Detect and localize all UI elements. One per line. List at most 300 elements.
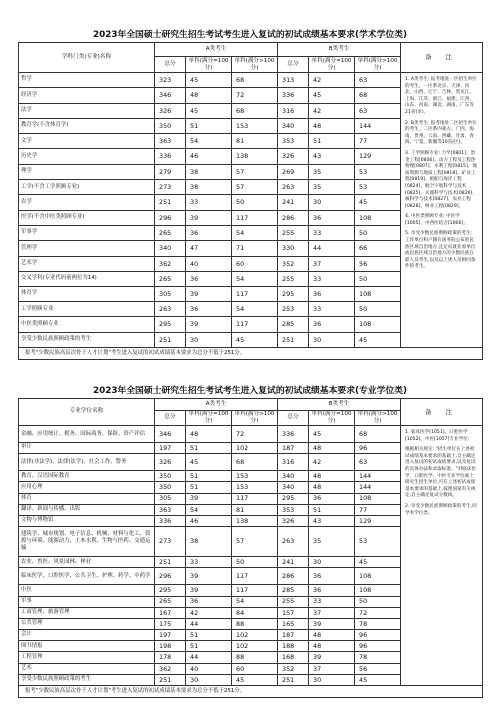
zone-b-sub100-cell: 43 bbox=[309, 149, 355, 164]
zone-b-sub100-cell: 36 bbox=[309, 317, 355, 332]
zone-a-sub100-cell: 36 bbox=[186, 225, 232, 240]
zone-b-total-cell: 253 bbox=[278, 302, 309, 317]
zone-b-sub100-over-cell: 108 bbox=[355, 286, 401, 301]
zone-a-sub100-over-cell: 57 bbox=[232, 180, 278, 195]
zone-a-sub100-over-cell: 54 bbox=[232, 596, 278, 607]
sub100-header: 单科(满分=100分) bbox=[309, 411, 355, 426]
zone-b-sub100-cell: 35 bbox=[309, 164, 355, 179]
zone-b-sub100-cell: 37 bbox=[309, 256, 355, 271]
zone-a-total-cell: 340 bbox=[155, 241, 186, 256]
zone-a-header: A类考生 bbox=[155, 399, 278, 411]
discipline-name: 交叉学科(专业代码前两位为14) bbox=[19, 271, 155, 286]
zone-a-sub100-over-cell: 117 bbox=[232, 493, 278, 504]
zone-b-sub100-cell: 39 bbox=[309, 652, 355, 663]
zone-a-sub100-over-cell: 117 bbox=[232, 568, 278, 585]
zone-a-total-cell: 350 bbox=[155, 118, 186, 133]
zone-b-sub100-cell: 51 bbox=[309, 134, 355, 149]
zone-b-total-cell: 295 bbox=[278, 493, 309, 504]
zone-a-sub100-cell: 51 bbox=[186, 471, 232, 482]
discipline-name: 应用心理 bbox=[19, 482, 155, 493]
zone-a-sub100-cell: 36 bbox=[186, 271, 232, 286]
zone-a-sub100-cell: 33 bbox=[186, 557, 232, 568]
zone-b-total-cell: 326 bbox=[278, 515, 309, 526]
zone-a-sub100-cell: 36 bbox=[186, 302, 232, 317]
remark-header: 备 注 bbox=[401, 399, 483, 426]
zone-a-sub100-over-cell: 81 bbox=[232, 134, 278, 149]
zone-b-total-cell: 352 bbox=[278, 256, 309, 271]
zone-a-sub100-cell: 51 bbox=[186, 443, 232, 454]
zone-a-sub100-over-cell: 153 bbox=[232, 471, 278, 482]
academic-table bbox=[18, 42, 483, 360]
zone-b-total-cell: 187 bbox=[278, 630, 309, 641]
zone-a-sub100-over-cell: 102 bbox=[232, 630, 278, 641]
total-header: 总分 bbox=[155, 57, 186, 73]
zone-b-total-cell: 157 bbox=[278, 607, 309, 618]
zone-a-sub100-cell: 51 bbox=[186, 630, 232, 641]
zone-a-total-cell: 197 bbox=[155, 443, 186, 454]
zone-a-total-cell: 363 bbox=[155, 134, 186, 149]
zone-a-total-cell: 362 bbox=[155, 663, 186, 674]
zone-b-sub100-over-cell: 68 bbox=[355, 88, 401, 103]
zone-b-sub100-over-cell: 77 bbox=[355, 504, 401, 515]
zone-a-sub100-over-cell: 45 bbox=[232, 332, 278, 347]
zone-a-total-cell: 305 bbox=[155, 286, 186, 301]
discipline-name: 哲学 bbox=[19, 73, 155, 88]
zone-a-sub100-cell: 33 bbox=[186, 195, 232, 210]
zone-b-sub100-cell: 36 bbox=[309, 568, 355, 585]
zone-b-sub100-cell: 43 bbox=[309, 515, 355, 526]
discipline-name: 经济学 bbox=[19, 88, 155, 103]
sub100-over-header: 单科(满分>100分) bbox=[355, 57, 401, 73]
zone-b-sub100-over-cell: 66 bbox=[355, 241, 401, 256]
discipline-name: 审计 bbox=[19, 443, 155, 454]
zone-b-total-cell: 295 bbox=[278, 286, 309, 301]
zone-b-sub100-cell: 42 bbox=[309, 73, 355, 88]
discipline-name: 军事学 bbox=[19, 225, 155, 240]
discipline-name: 享受少数民族照顾政策的考生 bbox=[19, 332, 155, 347]
zone-a-total-cell: 305 bbox=[155, 493, 186, 504]
zone-a-sub100-over-cell: 57 bbox=[232, 527, 278, 557]
discipline-name: 农业、兽医、风景园林、林业 bbox=[19, 557, 155, 568]
zone-a-sub100-cell: 39 bbox=[186, 210, 232, 225]
zone-b-total-cell: 263 bbox=[278, 527, 309, 557]
zone-a-sub100-over-cell: 72 bbox=[232, 426, 278, 443]
zone-a-total-cell: 326 bbox=[155, 103, 186, 118]
zone-a-sub100-over-cell: 54 bbox=[232, 302, 278, 317]
zone-a-sub100-cell: 51 bbox=[186, 641, 232, 652]
table-row bbox=[19, 73, 483, 88]
zone-a-sub100-over-cell: 50 bbox=[232, 557, 278, 568]
zone-a-sub100-over-cell: 68 bbox=[232, 454, 278, 471]
zone-a-sub100-over-cell: 81 bbox=[232, 504, 278, 515]
zone-b-sub100-cell: 42 bbox=[309, 103, 355, 118]
zone-a-total-cell: 265 bbox=[155, 225, 186, 240]
zone-b-total-cell: 251 bbox=[278, 674, 309, 685]
zone-a-total-cell: 251 bbox=[155, 557, 186, 568]
zone-a-sub100-over-cell: 68 bbox=[232, 103, 278, 118]
zone-a-total-cell: 326 bbox=[155, 454, 186, 471]
zone-b-total-cell: 255 bbox=[278, 271, 309, 286]
zone-a-sub100-over-cell: 71 bbox=[232, 241, 278, 256]
zone-a-sub100-over-cell: 50 bbox=[232, 195, 278, 210]
discipline-name: 中医 bbox=[19, 585, 155, 596]
academic-footnote: 报考"少数民族高层次骨干人才计划"考生进入复试的初试成绩基本要求为总分不低于251分。 bbox=[19, 348, 483, 360]
zone-b-sub100-over-cell: 63 bbox=[355, 454, 401, 471]
zone-b-sub100-over-cell: 96 bbox=[355, 641, 401, 652]
zone-b-total-cell: 251 bbox=[278, 332, 309, 347]
zone-b-sub100-cell: 48 bbox=[309, 443, 355, 454]
discipline-name: 工商管理、旅游管理 bbox=[19, 607, 155, 618]
discipline-name: 法律(非法学)、法律(法学)、社会工作、警务 bbox=[19, 454, 155, 471]
zone-a-sub100-cell: 45 bbox=[186, 73, 232, 88]
zone-a-sub100-cell: 38 bbox=[186, 164, 232, 179]
zone-b-total-cell: 255 bbox=[278, 596, 309, 607]
zone-a-sub100-over-cell: 54 bbox=[232, 271, 278, 286]
zone-a-sub100-cell: 45 bbox=[186, 103, 232, 118]
discipline-name: 军事 bbox=[19, 596, 155, 607]
zone-b-total-cell: 330 bbox=[278, 241, 309, 256]
zone-b-sub100-over-cell: 108 bbox=[355, 317, 401, 332]
zone-a-sub100-cell: 44 bbox=[186, 652, 232, 663]
total-header: 总分 bbox=[278, 411, 309, 426]
zone-b-total-cell: 313 bbox=[278, 73, 309, 88]
zone-a-total-cell: 263 bbox=[155, 302, 186, 317]
zone-a-total-cell: 265 bbox=[155, 596, 186, 607]
remark-notes bbox=[401, 73, 483, 348]
zone-b-sub100-cell: 30 bbox=[309, 557, 355, 568]
zone-a-total-cell: 323 bbox=[155, 73, 186, 88]
zone-b-sub100-cell: 48 bbox=[309, 641, 355, 652]
sub100-header: 单科(满分=100分) bbox=[186, 57, 232, 73]
zone-a-sub100-cell: 45 bbox=[186, 454, 232, 471]
zone-b-sub100-over-cell: 144 bbox=[355, 482, 401, 493]
zone-b-total-cell: 340 bbox=[278, 471, 309, 482]
zone-b-sub100-cell: 36 bbox=[309, 286, 355, 301]
zone-b-sub100-over-cell: 50 bbox=[355, 302, 401, 317]
zone-b-sub100-over-cell: 45 bbox=[355, 332, 401, 347]
zone-a-sub100-over-cell: 57 bbox=[232, 164, 278, 179]
discipline-name: 建筑学、城市规划、电子信息、机械、材料与化工、资源与环境、能源动力、土木水利、生物与医药、交通运输 bbox=[19, 527, 155, 557]
zone-a-sub100-over-cell: 72 bbox=[232, 88, 278, 103]
zone-a-sub100-cell: 46 bbox=[186, 149, 232, 164]
remark-notes bbox=[401, 426, 483, 686]
zone-a-total-cell: 251 bbox=[155, 332, 186, 347]
discipline-name: 临床医学、口腔医学、公共卫生、护理、药学、中药学 bbox=[19, 568, 155, 585]
zone-b-sub100-over-cell: 56 bbox=[355, 256, 401, 271]
zone-a-total-cell: 362 bbox=[155, 256, 186, 271]
zone-a-sub100-over-cell: 68 bbox=[232, 73, 278, 88]
zone-b-total-cell: 285 bbox=[278, 317, 309, 332]
zone-b-total-cell: 340 bbox=[278, 118, 309, 133]
professional-table bbox=[18, 398, 483, 698]
zone-b-sub100-over-cell: 45 bbox=[355, 557, 401, 568]
zone-a-total-cell: 363 bbox=[155, 504, 186, 515]
zone-b-sub100-cell: 36 bbox=[309, 585, 355, 596]
zone-b-sub100-over-cell: 144 bbox=[355, 118, 401, 133]
zone-b-sub100-over-cell: 50 bbox=[355, 225, 401, 240]
zone-b-sub100-over-cell: 96 bbox=[355, 630, 401, 641]
zone-a-header: A类考生 bbox=[155, 43, 278, 57]
discipline-name: 医学(不含中医类照顾专业) bbox=[19, 210, 155, 225]
zone-a-sub100-cell: 48 bbox=[186, 88, 232, 103]
zone-a-sub100-over-cell: 117 bbox=[232, 286, 278, 301]
discipline-name: 艺术学 bbox=[19, 256, 155, 271]
zone-a-total-cell: 251 bbox=[155, 195, 186, 210]
discipline-name: 图书情报 bbox=[19, 641, 155, 652]
zone-b-sub100-over-cell: 78 bbox=[355, 652, 401, 663]
zone-b-sub100-over-cell: 68 bbox=[355, 426, 401, 443]
zone-a-sub100-over-cell: 117 bbox=[232, 317, 278, 332]
zone-b-total-cell: 255 bbox=[278, 225, 309, 240]
zone-a-sub100-over-cell: 138 bbox=[232, 149, 278, 164]
zone-a-sub100-cell: 46 bbox=[186, 515, 232, 526]
zone-b-sub100-cell: 48 bbox=[309, 118, 355, 133]
discipline-name: 公共管理 bbox=[19, 618, 155, 629]
zone-a-sub100-cell: 54 bbox=[186, 134, 232, 149]
discipline-name: 享受少数民族照顾政策的考生 bbox=[19, 674, 155, 685]
zone-a-sub100-over-cell: 102 bbox=[232, 443, 278, 454]
zone-b-sub100-over-cell: 63 bbox=[355, 73, 401, 88]
discipline-name: 工程管理 bbox=[19, 652, 155, 663]
discipline-name: 中医类照顾专业 bbox=[19, 317, 155, 332]
zone-b-total-cell: 336 bbox=[278, 426, 309, 443]
zone-b-total-cell: 340 bbox=[278, 482, 309, 493]
zone-a-sub100-cell: 39 bbox=[186, 585, 232, 596]
zone-a-total-cell: 296 bbox=[155, 210, 186, 225]
zone-a-sub100-cell: 30 bbox=[186, 332, 232, 347]
discipline-name: 理学 bbox=[19, 164, 155, 179]
zone-a-sub100-over-cell: 117 bbox=[232, 585, 278, 596]
discipline-name: 管理学 bbox=[19, 241, 155, 256]
zone-a-sub100-cell: 44 bbox=[186, 618, 232, 629]
remark-note: 1. 临床医学[1051]、口腔医学[1052]、中医[1057]专业学位: bbox=[405, 430, 470, 442]
discipline-name: 教育、汉语国际教育 bbox=[19, 471, 155, 482]
zone-a-total-cell: 346 bbox=[155, 88, 186, 103]
zone-a-sub100-cell: 40 bbox=[186, 663, 232, 674]
zone-a-total-cell: 251 bbox=[155, 674, 186, 685]
zone-b-total-cell: 316 bbox=[278, 103, 309, 118]
zone-a-total-cell: 273 bbox=[155, 527, 186, 557]
zone-b-sub100-cell: 45 bbox=[309, 426, 355, 443]
zone-a-total-cell: 346 bbox=[155, 426, 186, 443]
zone-b-sub100-over-cell: 53 bbox=[355, 527, 401, 557]
zone-b-sub100-over-cell: 50 bbox=[355, 271, 401, 286]
zone-b-sub100-over-cell: 129 bbox=[355, 149, 401, 164]
zone-b-sub100-cell: 45 bbox=[309, 88, 355, 103]
zone-b-sub100-cell: 30 bbox=[309, 332, 355, 347]
zone-a-total-cell: 265 bbox=[155, 271, 186, 286]
zone-a-sub100-cell: 39 bbox=[186, 568, 232, 585]
discipline-name: 体育 bbox=[19, 493, 155, 504]
zone-a-total-cell: 350 bbox=[155, 471, 186, 482]
zone-b-total-cell: 241 bbox=[278, 557, 309, 568]
zone-a-sub100-over-cell: 60 bbox=[232, 663, 278, 674]
zone-b-sub100-over-cell: 77 bbox=[355, 134, 401, 149]
zone-a-sub100-cell: 38 bbox=[186, 180, 232, 195]
remark-header: 备 注 bbox=[401, 43, 483, 73]
zone-b-sub100-cell: 37 bbox=[309, 607, 355, 618]
sub100-header: 单科(满分=100分) bbox=[186, 411, 232, 426]
sub100-over-header: 单科(满分>100分) bbox=[232, 57, 278, 73]
zone-a-sub100-cell: 48 bbox=[186, 426, 232, 443]
zone-b-sub100-over-cell: 53 bbox=[355, 180, 401, 195]
zone-a-total-cell: 279 bbox=[155, 164, 186, 179]
discipline-name: 体育学 bbox=[19, 286, 155, 301]
zone-b-sub100-over-cell: 45 bbox=[355, 195, 401, 210]
remark-note: 2. 享受少数民族照顾政策的考生,同学术学位类。 bbox=[405, 503, 477, 516]
zone-b-sub100-over-cell: 63 bbox=[355, 103, 401, 118]
zone-a-sub100-cell: 47 bbox=[186, 241, 232, 256]
academic-title: 2023年全国硕士研究生招生考试考生进入复试的初试成绩基本要求(学术学位类) bbox=[92, 30, 408, 40]
zone-b-sub100-over-cell: 53 bbox=[355, 164, 401, 179]
zone-a-sub100-cell: 40 bbox=[186, 256, 232, 271]
zone-b-total-cell: 168 bbox=[278, 652, 309, 663]
remark-note: 根据相关规定: "招生单位在上述初试成绩基本要求的基础上,自主确定进入复试的初试成绩要求,以及复试的具体办法和录取标准。"对临床医学、口腔医学、中医专业学位硕士研究生招生单位,可在上述初试成绩基本要求的基础上,按照国家有关规定,自主确定复试分数线。 bbox=[405, 447, 477, 499]
zone-b-total-cell: 285 bbox=[278, 585, 309, 596]
zone-b-sub100-over-cell: 129 bbox=[355, 515, 401, 526]
zone-a-total-cell: 296 bbox=[155, 568, 186, 585]
zone-a-sub100-over-cell: 88 bbox=[232, 652, 278, 663]
remark-note: 3. 工学照顾专业: 力学[0801]、冶金工程[0806]、动力工程及工程热物理[0807]、水利工程[0815]、地质资源与地质工程[0818]、矿业工程[0819]、船舶与海洋工程[0824]、航空宇航科学与技术[0825]、兵器科学与技术[0826]、核科学与技术[0827]、农业工程[0828]、林业工程[0829]。 bbox=[405, 150, 477, 209]
zone-a-sub100-over-cell: 153 bbox=[232, 118, 278, 133]
zone-b-sub100-over-cell: 108 bbox=[355, 210, 401, 225]
zone-a-sub100-cell: 54 bbox=[186, 504, 232, 515]
zone-b-total-cell: 353 bbox=[278, 504, 309, 515]
zone-a-total-cell: 295 bbox=[155, 317, 186, 332]
zone-b-sub100-cell: 44 bbox=[309, 241, 355, 256]
zone-b-total-cell: 188 bbox=[278, 641, 309, 652]
zone-b-header: B类考生 bbox=[278, 399, 401, 411]
zone-b-sub100-over-cell: 56 bbox=[355, 663, 401, 674]
zone-a-sub100-cell: 39 bbox=[186, 286, 232, 301]
remark-note: 1. A类考生: 报考地处一区招生单位的考生。一区系北京、天津、河北、山西、辽宁、吉林、黑龙江、上海、江苏、浙江、福建、江西、山东、河南、湖北、湖南、广东等21省(市)。 bbox=[405, 77, 477, 115]
discipline-name: 工学照顾专业 bbox=[19, 302, 155, 317]
zone-b-total-cell: 187 bbox=[278, 443, 309, 454]
zone-a-total-cell: 178 bbox=[155, 652, 186, 663]
total-header: 总分 bbox=[278, 57, 309, 73]
discipline-header: 学科门类(专业)名称 bbox=[19, 43, 155, 73]
zone-a-sub100-cell: 51 bbox=[186, 118, 232, 133]
zone-b-sub100-cell: 33 bbox=[309, 225, 355, 240]
discipline-name: 教育学(不含体育学) bbox=[19, 118, 155, 133]
zone-a-sub100-over-cell: 84 bbox=[232, 607, 278, 618]
total-header: 总分 bbox=[155, 411, 186, 426]
zone-b-sub100-cell: 48 bbox=[309, 482, 355, 493]
zone-b-sub100-cell: 33 bbox=[309, 271, 355, 286]
zone-b-sub100-over-cell: 50 bbox=[355, 596, 401, 607]
sub100-over-header: 单科(满分>100分) bbox=[355, 411, 401, 426]
zone-a-sub100-cell: 51 bbox=[186, 482, 232, 493]
zone-b-header: B类考生 bbox=[278, 43, 401, 57]
zone-a-sub100-cell: 42 bbox=[186, 607, 232, 618]
zone-a-total-cell: 336 bbox=[155, 149, 186, 164]
zone-b-total-cell: 286 bbox=[278, 568, 309, 585]
zone-a-sub100-cell: 38 bbox=[186, 527, 232, 557]
zone-b-total-cell: 316 bbox=[278, 454, 309, 471]
remark-note: 5. 享受少数民族照顾政策的考生: 工作单位和户籍在国务院公布的民族区域自治地方,且定向就业原单位或民族区域自治地方的少数民族在职人员考生,以及以上述人员相同条件的考生。 bbox=[405, 231, 476, 270]
discipline-name: 农学 bbox=[19, 195, 155, 210]
zone-a-sub100-over-cell: 60 bbox=[232, 256, 278, 271]
zone-b-total-cell: 353 bbox=[278, 134, 309, 149]
zone-a-total-cell: 350 bbox=[155, 482, 186, 493]
zone-b-sub100-cell: 30 bbox=[309, 195, 355, 210]
zone-b-total-cell: 263 bbox=[278, 180, 309, 195]
zone-b-sub100-cell: 39 bbox=[309, 618, 355, 629]
zone-b-total-cell: 165 bbox=[278, 618, 309, 629]
discipline-name: 法学 bbox=[19, 103, 155, 118]
zone-a-total-cell: 295 bbox=[155, 585, 186, 596]
zone-b-total-cell: 286 bbox=[278, 210, 309, 225]
zone-a-total-cell: 336 bbox=[155, 515, 186, 526]
professional-footnote: 报考"少数民族高层次骨干人才计划"考生进入复试的初试成绩基本要求为总分不低于251分。 bbox=[19, 686, 483, 698]
zone-b-sub100-cell: 37 bbox=[309, 663, 355, 674]
zone-a-sub100-over-cell: 102 bbox=[232, 641, 278, 652]
zone-a-sub100-over-cell: 153 bbox=[232, 482, 278, 493]
zone-a-sub100-cell: 39 bbox=[186, 317, 232, 332]
zone-a-sub100-over-cell: 117 bbox=[232, 210, 278, 225]
zone-a-sub100-cell: 30 bbox=[186, 674, 232, 685]
discipline-name: 文学 bbox=[19, 134, 155, 149]
remark-note: 2. B类考生: 报考地处二区招生单位的考生。二区系内蒙古、广西、海南、贵州、云南、西藏、甘肃、青海、宁夏、新疆等10省(区)。 bbox=[405, 120, 477, 146]
zone-b-sub100-cell: 48 bbox=[309, 630, 355, 641]
zone-b-total-cell: 352 bbox=[278, 663, 309, 674]
sub100-header: 单科(满分=100分) bbox=[309, 57, 355, 73]
zone-a-sub100-cell: 36 bbox=[186, 596, 232, 607]
zone-a-sub100-over-cell: 45 bbox=[232, 674, 278, 685]
zone-b-total-cell: 269 bbox=[278, 164, 309, 179]
zone-a-sub100-cell: 39 bbox=[186, 493, 232, 504]
zone-b-sub100-over-cell: 78 bbox=[355, 618, 401, 629]
discipline-name: 翻译、新闻与传播、出版 bbox=[19, 504, 155, 515]
zone-b-sub100-over-cell: 144 bbox=[355, 471, 401, 482]
discipline-name: 会计 bbox=[19, 630, 155, 641]
zone-b-total-cell: 336 bbox=[278, 88, 309, 103]
discipline-name: 艺术 bbox=[19, 663, 155, 674]
zone-b-sub100-over-cell: 108 bbox=[355, 585, 401, 596]
discipline-name: 文物与博物馆 bbox=[19, 515, 155, 526]
professional-section bbox=[18, 384, 482, 698]
zone-a-sub100-over-cell: 138 bbox=[232, 515, 278, 526]
zone-b-sub100-cell: 36 bbox=[309, 493, 355, 504]
zone-b-sub100-over-cell: 96 bbox=[355, 443, 401, 454]
discipline-header: 专业学位名称 bbox=[19, 399, 155, 426]
zone-a-total-cell: 175 bbox=[155, 618, 186, 629]
zone-a-total-cell: 198 bbox=[155, 641, 186, 652]
remark-note: 4. 中医类照顾专业: 中医学[1005]、中西医结合[1006]。 bbox=[405, 214, 468, 226]
zone-b-sub100-cell: 36 bbox=[309, 210, 355, 225]
discipline-name: 金融、应用统计、税务、国际商务、保险、资产评估 bbox=[19, 426, 155, 443]
zone-a-total-cell: 273 bbox=[155, 180, 186, 195]
zone-b-sub100-cell: 30 bbox=[309, 674, 355, 685]
zone-a-total-cell: 167 bbox=[155, 607, 186, 618]
table-row bbox=[19, 426, 483, 443]
zone-b-sub100-cell: 51 bbox=[309, 504, 355, 515]
zone-b-sub100-over-cell: 45 bbox=[355, 674, 401, 685]
discipline-name: 工学(不含工学照顾专业) bbox=[19, 180, 155, 195]
zone-b-sub100-over-cell: 108 bbox=[355, 493, 401, 504]
zone-b-sub100-over-cell: 72 bbox=[355, 607, 401, 618]
zone-b-sub100-over-cell: 108 bbox=[355, 568, 401, 585]
zone-b-total-cell: 241 bbox=[278, 195, 309, 210]
zone-b-sub100-cell: 42 bbox=[309, 454, 355, 471]
zone-b-sub100-cell: 35 bbox=[309, 527, 355, 557]
zone-a-sub100-over-cell: 54 bbox=[232, 225, 278, 240]
zone-b-total-cell: 326 bbox=[278, 149, 309, 164]
zone-a-sub100-over-cell: 88 bbox=[232, 618, 278, 629]
zone-b-sub100-cell: 33 bbox=[309, 596, 355, 607]
sub100-over-header: 单科(满分>100分) bbox=[232, 411, 278, 426]
professional-title: 2023年全国硕士研究生招生考试考生进入复试的初试成绩基本要求(专业学位类) bbox=[92, 386, 408, 396]
